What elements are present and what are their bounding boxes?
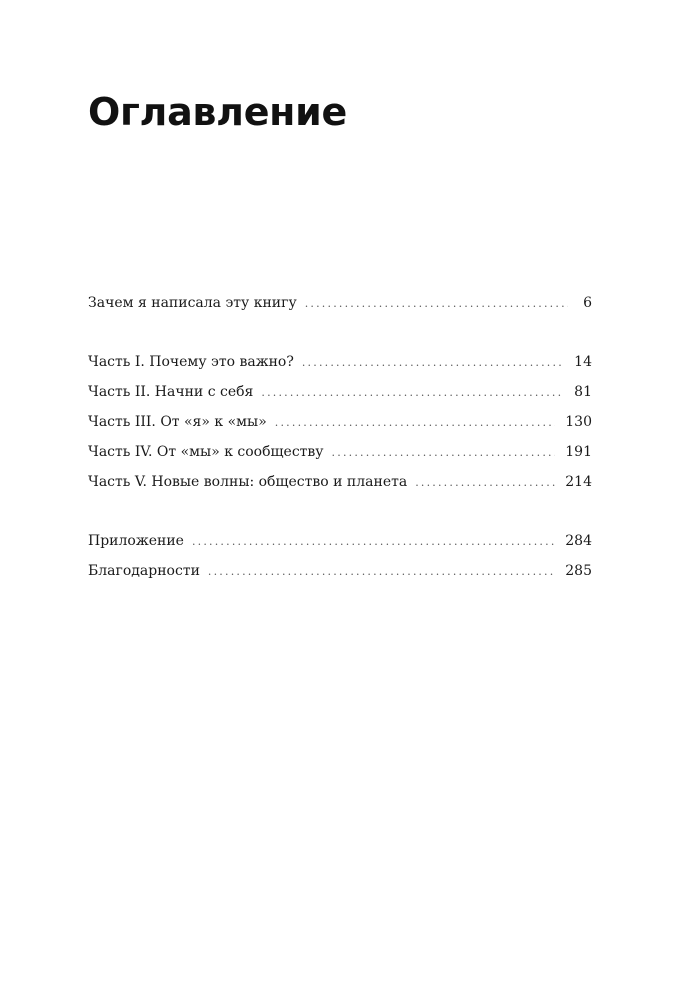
dot-leader xyxy=(415,468,555,498)
toc-entry xyxy=(88,288,592,318)
toc-entry-label: Часть II. Начни с себя xyxy=(88,384,254,400)
toc-entry-label: Часть IV. От «мы» к сообществу xyxy=(88,444,324,460)
toc-entry xyxy=(88,377,592,407)
toc-entry-page: 81 xyxy=(574,384,592,400)
page-title: Оглавление xyxy=(88,90,347,134)
toc-entry-label: Часть V. Новые волны: общество и планета xyxy=(88,474,408,490)
toc-entry-label: Благодарности xyxy=(88,563,200,579)
toc-entry-page: 191 xyxy=(565,444,592,460)
toc-entry-label: Зачем я написала эту книгу xyxy=(88,295,297,311)
toc-entry-page: 6 xyxy=(583,295,592,311)
toc-entry-page: 214 xyxy=(565,474,592,490)
toc-entry-page: 130 xyxy=(565,414,592,430)
toc-group-back-matter xyxy=(88,526,592,586)
toc-entry-label: Приложение xyxy=(88,533,184,549)
dot-leader xyxy=(192,527,555,557)
dot-leader xyxy=(302,348,564,378)
toc-entry xyxy=(88,407,592,437)
toc-entry xyxy=(88,556,592,586)
toc-entry xyxy=(88,526,592,556)
toc-entry xyxy=(88,437,592,467)
dot-leader xyxy=(208,557,555,587)
toc-entry-label: Часть I. Почему это важно? xyxy=(88,354,294,370)
toc-entry-page: 284 xyxy=(565,533,592,549)
toc-group-parts xyxy=(88,347,592,497)
toc-entry-page: 14 xyxy=(574,354,592,370)
dot-leader xyxy=(305,289,568,319)
dot-leader xyxy=(275,408,555,438)
dot-leader xyxy=(261,378,564,408)
table-of-contents xyxy=(88,288,592,586)
toc-entry-label: Часть III. От «я» к «мы» xyxy=(88,414,267,430)
toc-group-intro xyxy=(88,288,592,318)
toc-entry-page: 285 xyxy=(565,563,592,579)
toc-entry xyxy=(88,467,592,497)
toc-entry xyxy=(88,347,592,377)
dot-leader xyxy=(332,438,556,468)
